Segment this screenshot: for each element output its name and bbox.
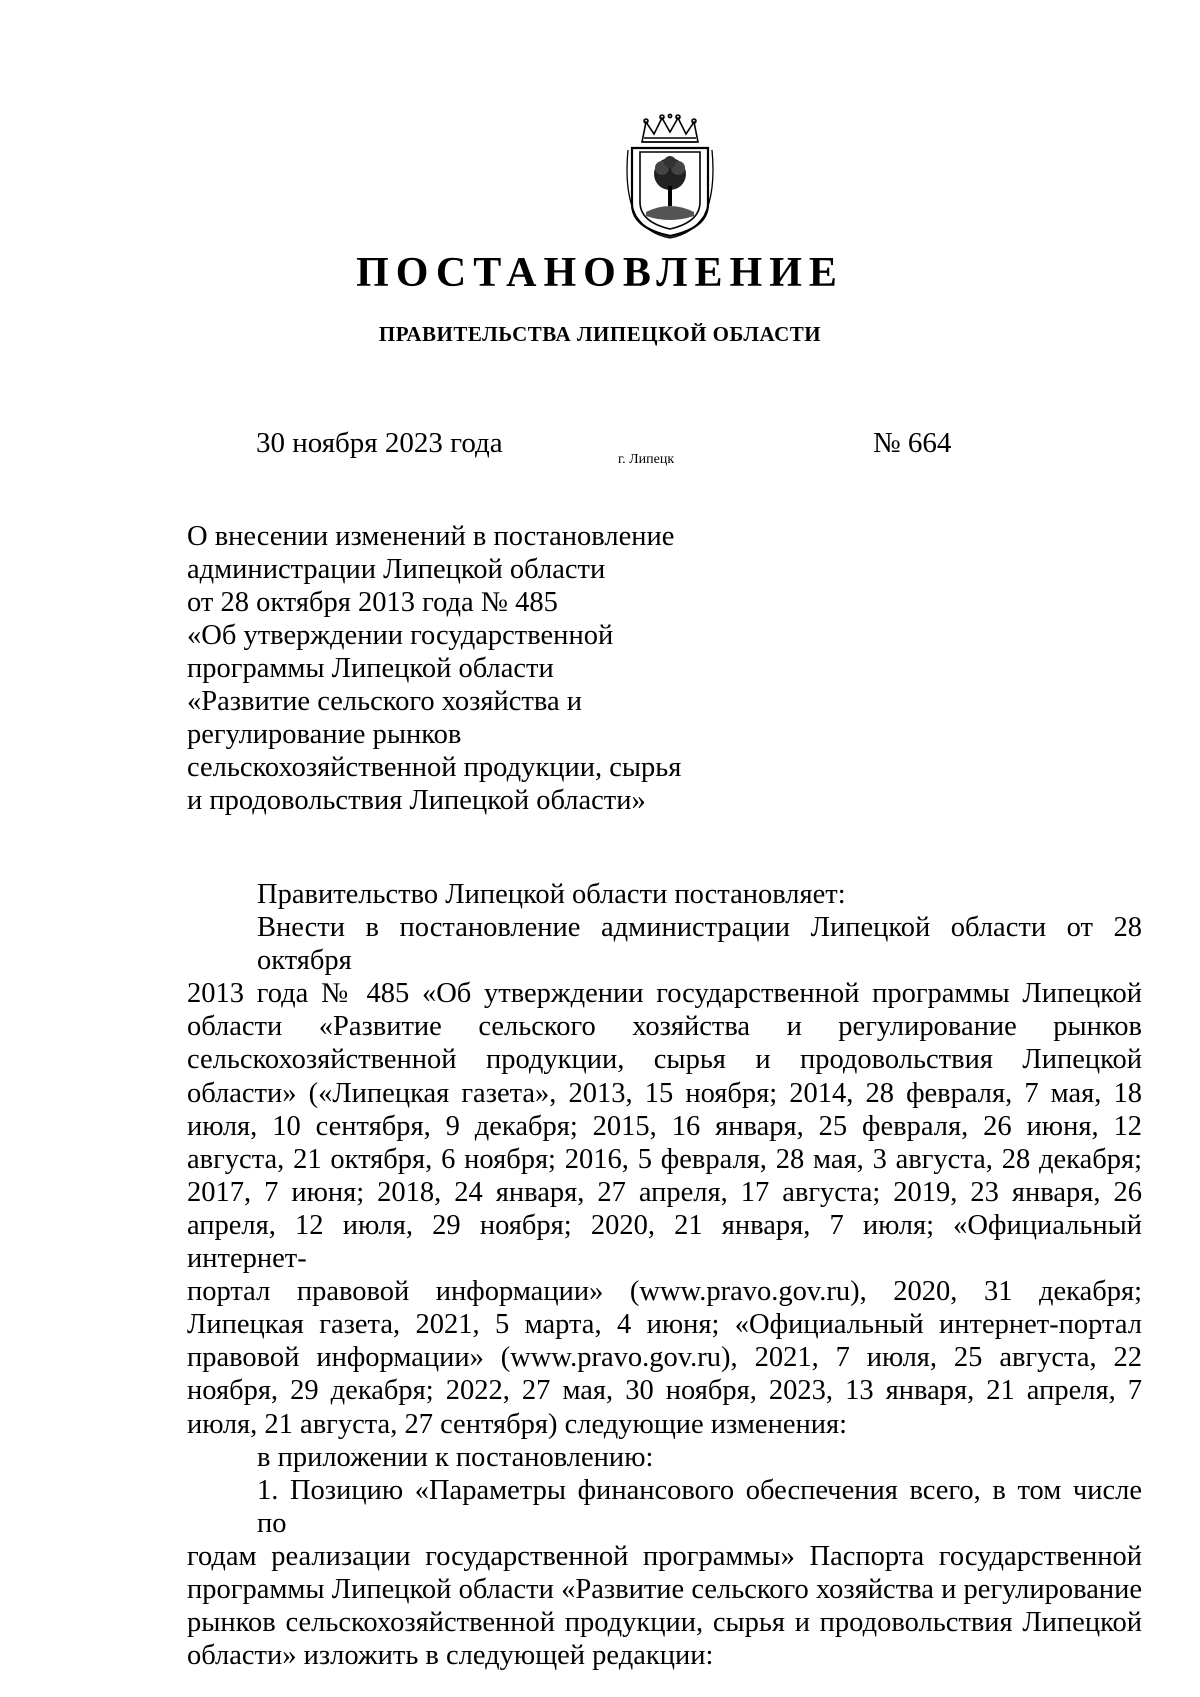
heading-line: О внесении изменений в постановление — [187, 521, 675, 552]
body-line: Липецкая газета, 2021, 5 марта, 4 июня; «Официальный интернет-портал — [187, 1309, 1142, 1341]
body-line: Внести в постановление администрации Липецкой области от 28 октября — [257, 912, 1142, 977]
appendix-paragraph: в приложении к постановлению: — [257, 1441, 654, 1473]
body-line: правовой информации» (www.pravo.gov.ru), 2021, 7 июля, 25 августа, 22 — [187, 1342, 1142, 1374]
heading-line: и продовольствия Липецкой области» — [187, 785, 646, 816]
document-subtitle: ПРАВИТЕЛЬСТВА ЛИПЕЦКОЙ ОБЛАСТИ — [378, 322, 822, 346]
body-line: портал правовой информации» (www.pravo.gov.ru), 2020, 31 декабря; — [187, 1276, 1142, 1308]
resolution-body — [187, 878, 1142, 1672]
heading-line: от 28 октября 2013 года № 485 — [187, 587, 558, 618]
body-line: программы Липецкой области «Развитие сельского хозяйства и регулирование — [187, 1573, 1142, 1605]
body-line: июля, 10 сентября, 9 декабря; 2015, 16 января, 25 февраля, 26 июня, 12 — [187, 1110, 1142, 1142]
heading-line: сельскохозяйственной продукции, сырья — [187, 752, 682, 783]
heading-line: регулирование рынков — [187, 719, 462, 750]
body-line: области «Развитие сельского хозяйства и регулирование рынков — [187, 1011, 1142, 1043]
lipetsk-coat-of-arms-icon — [622, 112, 718, 240]
document-title: ПОСТАНОВЛЕНИЕ — [356, 250, 844, 296]
main-paragraph — [187, 911, 1142, 1441]
resolution-heading — [187, 520, 807, 817]
heading-line: администрации Липецкой области — [187, 554, 606, 585]
heading-line: «Развитие сельского хозяйства и — [187, 686, 582, 717]
body-line: 1. Позицию «Параметры финансового обеспечения всего, в том числе по — [257, 1474, 1142, 1539]
heading-line: программы Липецкой области — [187, 653, 554, 684]
heading-line: «Об утверждении государственной — [187, 620, 614, 651]
body-line: годам реализации государственной программы» Паспорта государственной — [187, 1540, 1142, 1572]
body-line: области» изложить в следующей редакции: — [187, 1640, 714, 1672]
body-line: 2017, 7 июня; 2018, 24 января, 27 апреля, 17 августа; 2019, 23 января, 26 — [187, 1176, 1142, 1208]
body-line: июля, 21 августа, 27 сентября) следующие изменения: — [187, 1408, 848, 1440]
body-line: рынков сельскохозяйственной продукции, сырья и продовольствия Липецкой — [187, 1607, 1142, 1639]
item-1-paragraph — [187, 1474, 1142, 1673]
body-line: августа, 21 октября, 6 ноября; 2016, 5 февраля, 28 мая, 3 августа, 28 декабря; — [187, 1143, 1142, 1175]
body-line: апреля, 12 июля, 29 ноября; 2020, 21 января, 7 июля; «Официальный интернет- — [187, 1209, 1142, 1275]
intro-paragraph: Правительство Липецкой области постановляет: — [257, 879, 846, 910]
document-number: № 664 — [873, 427, 952, 459]
body-line: области» («Липецкая газета», 2013, 15 ноября; 2014, 28 февраля, 7 мая, 18 — [187, 1077, 1142, 1109]
body-line: 2013 года № 485 «Об утверждении государственной программы Липецкой — [187, 978, 1142, 1010]
body-line: ноября, 29 декабря; 2022, 27 мая, 30 ноября, 2023, 13 января, 21 апреля, 7 — [187, 1375, 1142, 1407]
document-date: 30 ноября 2023 года — [256, 427, 503, 459]
body-line: сельскохозяйственной продукции, сырья и продовольствия Липецкой — [187, 1044, 1142, 1076]
document-city: г. Липецк — [618, 452, 675, 467]
